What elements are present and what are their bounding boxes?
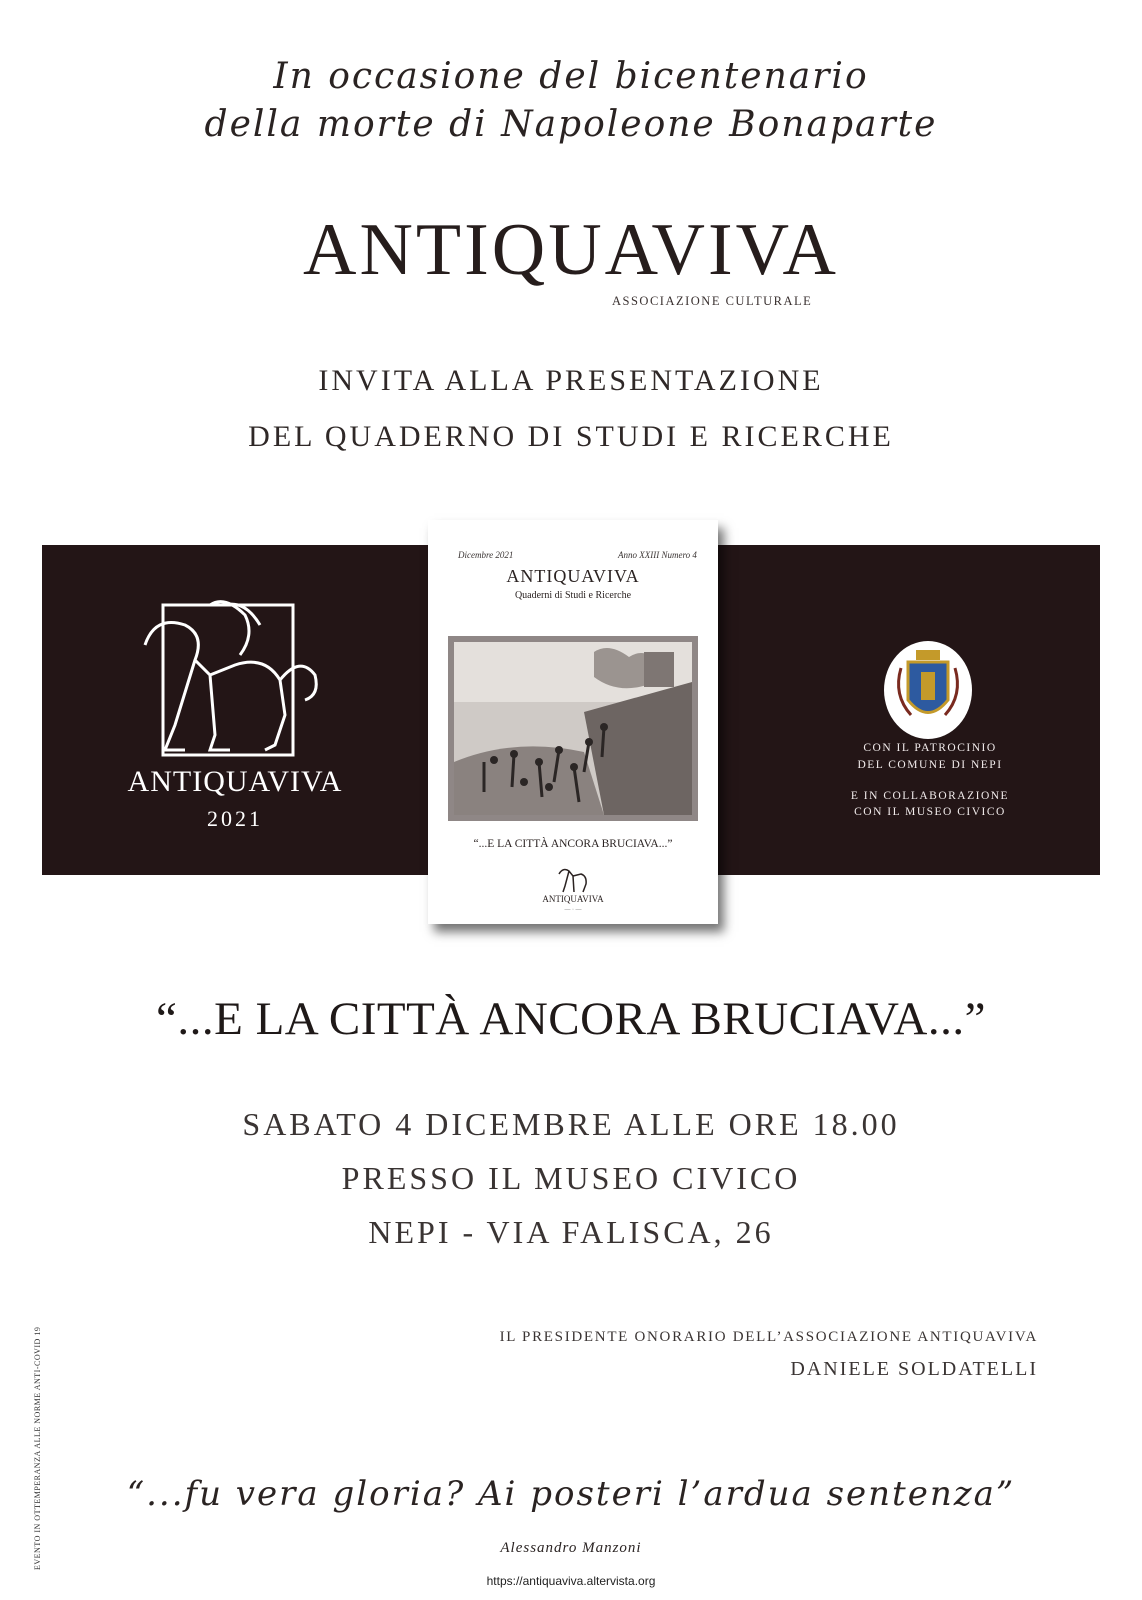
event-date-time: SABATO 4 DICEMBRE ALLE ORE 18.00 <box>242 1106 900 1142</box>
brand-title: ANTIQUAVIVA <box>303 209 839 291</box>
brand-subtitle: ASSOCIAZIONE CULTURALE <box>612 294 813 308</box>
president-name: DANIELE SOLDATELLI <box>790 1358 1038 1380</box>
cover-logo-years: — · — <box>564 907 582 913</box>
book-cover <box>428 520 718 924</box>
cover-logo-name: ANTIQUAVIVA <box>542 894 604 904</box>
cover-illustration-frame <box>448 636 698 821</box>
collaboration-line-1: E IN COLLABORAZIONE <box>850 790 1010 802</box>
event-address: NEPI - VIA FALISCA, 26 <box>368 1214 774 1250</box>
battle-engraving-image <box>454 642 692 815</box>
banner-logo-name: ANTIQUAVIVA <box>127 765 343 798</box>
manzoni-quote: “...fu vera gloria? Ai posteri l’ardua sentenza” <box>126 1474 1016 1514</box>
cover-issue: Anno XXIII Numero 4 <box>618 550 697 560</box>
intro-line-2: della morte di Napoleone Bonaparte <box>204 104 938 145</box>
president-title: IL PRESIDENTE ONORARIO DELL’ASSOCIAZIONE ANTIQUAVIVA <box>499 1329 1038 1345</box>
patronage-line-2: DEL COMUNE DI NEPI <box>857 759 1003 771</box>
quote-author: Alessandro Manzoni <box>500 1540 642 1556</box>
event-title-quote: “...E LA CITTÀ ANCORA BRUCIAVA...” <box>156 993 986 1045</box>
patronage-line-1: CON IL PATROCINIO <box>863 742 997 754</box>
invitation-line-1: INVITA ALLA PRESENTAZIONE <box>318 364 824 397</box>
cover-subtitle: Quaderni di Studi e Ricerche <box>514 590 632 601</box>
intro-line-1: In occasione del bicentenario <box>273 56 869 97</box>
nepi-coat-of-arms-icon <box>883 640 973 740</box>
event-venue: PRESSO IL MUSEO CIVICO <box>341 1160 801 1196</box>
cover-quote: “...E LA CITTÀ ANCORA BRUCIAVA...” <box>473 838 673 850</box>
collaboration-line-2: CON IL MUSEO CIVICO <box>854 806 1006 818</box>
cover-lion-logo-icon <box>553 864 593 894</box>
covid-compliance-note: EVENTO IN OTTEMPERANZA ALLE NORME ANTI-COVID 19 <box>33 1326 42 1570</box>
cover-date: Dicembre 2021 <box>458 550 514 560</box>
cover-title: ANTIQUAVIVA <box>506 566 640 586</box>
website-url: https://antiquaviva.altervista.org <box>486 1574 656 1588</box>
invitation-line-2: DEL QUADERNO DI STUDI E RICERCHE <box>248 420 894 453</box>
banner-logo-year: 2021 <box>207 806 263 831</box>
